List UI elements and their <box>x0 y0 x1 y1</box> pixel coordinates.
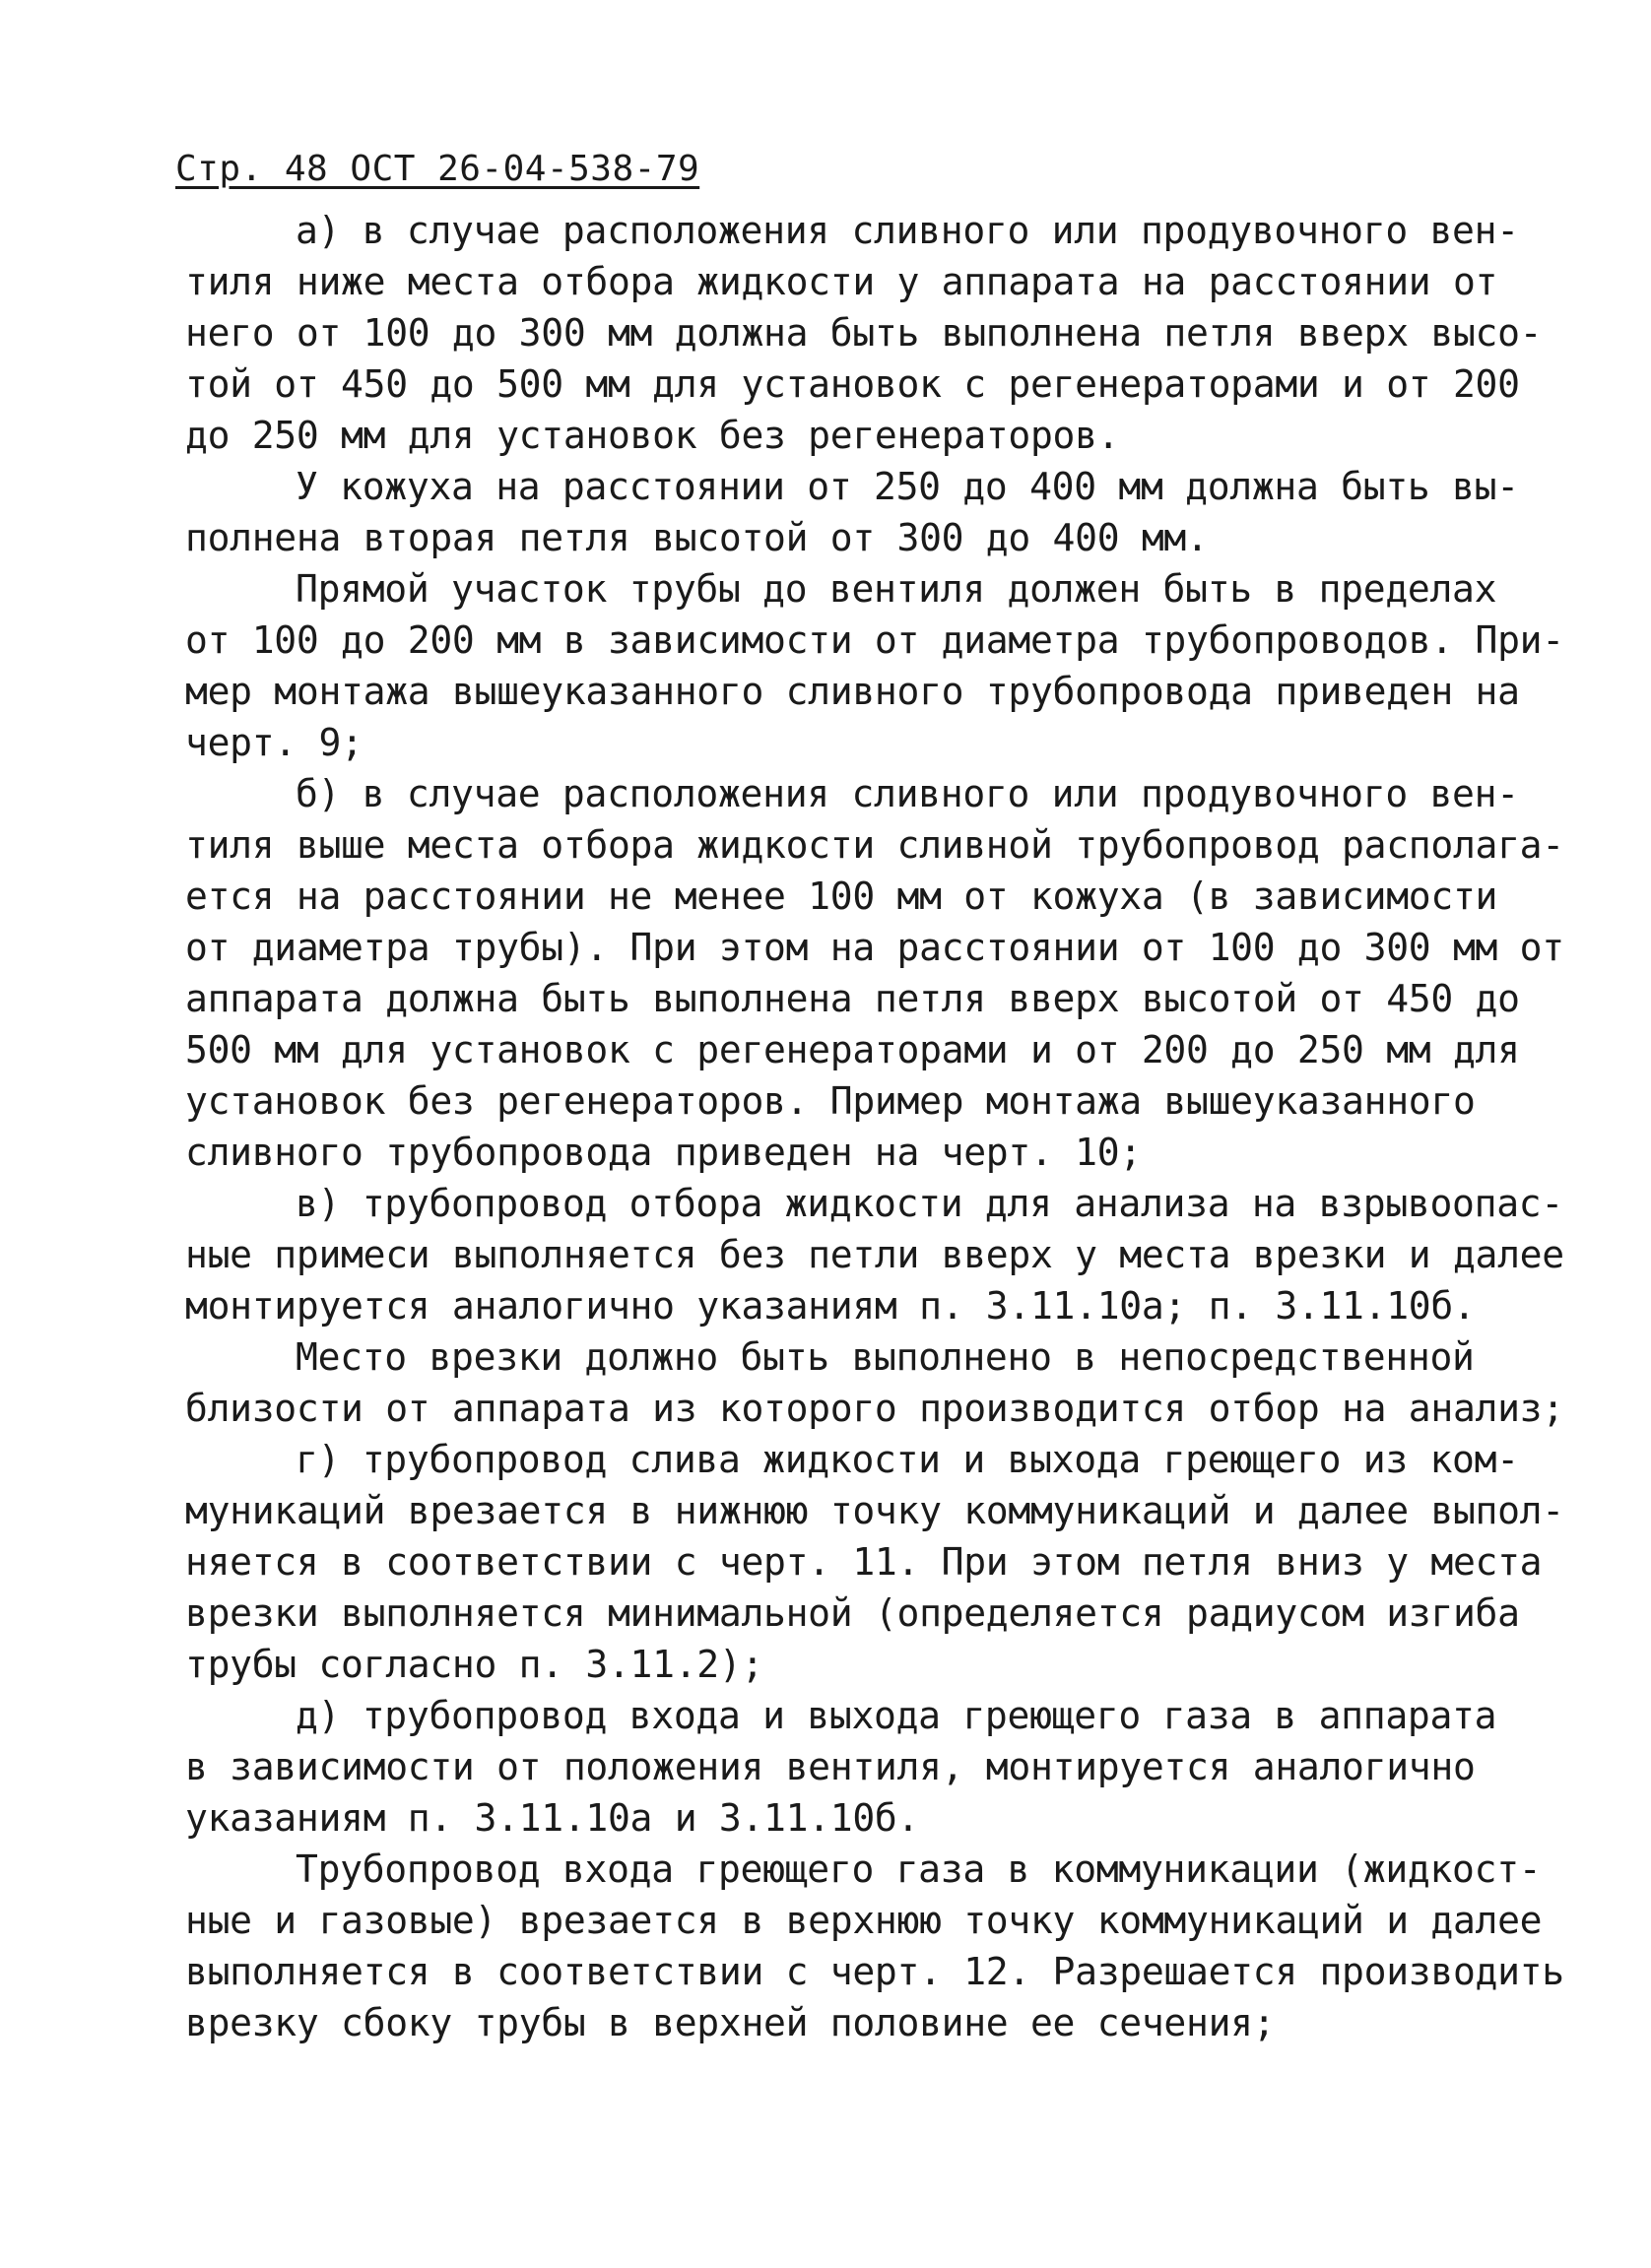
text-line: трубы согласно п. 3.11.2); <box>185 1643 764 1686</box>
text-line: няется в соответствии с черт. 11. При этом петля вниз у места <box>185 1540 1543 1584</box>
text-line: а) в случае расположения сливного или продувочного вен- <box>296 209 1519 252</box>
text-line: от диаметра трубы). При этом на расстоянии от 100 до 300 мм от <box>185 926 1564 969</box>
text-line: врезки выполняется минимальной (определяется радиусом изгиба <box>185 1591 1520 1635</box>
text-line: выполняется в соответствии с черт. 12. Разрешается производить <box>185 1950 1564 1993</box>
text-line: тиля выше места отбора жидкости сливной трубопровод располага- <box>185 823 1564 867</box>
text-line: У кожуха на расстоянии от 250 до 400 мм должна быть вы- <box>296 465 1519 508</box>
text-line: него от 100 до 300 мм должна быть выполнена петля вверх высо- <box>185 311 1543 355</box>
text-line: мер монтажа вышеуказанного сливного трубопровода приведен на <box>185 670 1520 713</box>
text-line: врезку сбоку трубы в верхней половине ее сечения; <box>185 2001 1276 2044</box>
text-line: Место врезки должно быть выполнено в непосредственной <box>296 1335 1475 1379</box>
text-line: в) трубопровод отбора жидкости для анализа на взрывоопас- <box>296 1182 1563 1225</box>
text-line: сливного трубопровода приведен на черт. 10; <box>185 1131 1142 1174</box>
text-line: Прямой участок трубы до вентиля должен быть в пределах <box>296 567 1497 611</box>
text-line: указаниям п. 3.11.10а и 3.11.10б. <box>185 1796 920 1840</box>
text-line: аппарата должна быть выполнена петля вверх высотой от 450 до <box>185 977 1520 1020</box>
text-line: Трубопровод входа греющего газа в коммуникации (жидкост- <box>296 1847 1542 1891</box>
text-line: полнена вторая петля высотой от 300 до 400 мм. <box>185 516 1209 559</box>
text-line: б) в случае расположения сливного или продувочного вен- <box>296 772 1519 815</box>
text-line: ется на расстоянии не менее 100 мм от кожуха (в зависимости <box>185 875 1498 918</box>
text-line: муникаций врезается в нижнюю точку коммуникаций и далее выпол- <box>185 1489 1564 1532</box>
page-header: Стр. 48 ОСТ 26-04-538-79 <box>175 149 700 189</box>
text-line: ные и газовые) врезается в верхнюю точку коммуникаций и далее <box>185 1899 1543 1942</box>
text-line: д) трубопровод входа и выхода греющего газа в аппарата <box>296 1694 1497 1737</box>
text-line: черт. 9; <box>185 721 363 764</box>
text-line: монтируется аналогично указаниям п. 3.11.10а; п. 3.11.10б. <box>185 1284 1476 1328</box>
text-line: 500 мм для установок с регенераторами и от 200 до 250 мм для <box>185 1028 1520 1071</box>
text-line: установок без регенераторов. Пример монтажа вышеуказанного <box>185 1079 1476 1123</box>
text-line: г) трубопровод слива жидкости и выхода греющего из ком- <box>296 1438 1519 1481</box>
text-line: близости от аппарата из которого производится отбор на анализ; <box>185 1387 1564 1430</box>
text-line: от 100 до 200 мм в зависимости от диаметра трубопроводов. При- <box>185 618 1564 662</box>
text-line: в зависимости от положения вентиля, монтируется аналогично <box>185 1745 1476 1788</box>
text-line: до 250 мм для установок без регенераторов. <box>185 414 1120 457</box>
document-body <box>185 205 1564 2048</box>
text-line: ные примеси выполняется без петли вверх у места врезки и далее <box>185 1233 1564 1276</box>
text-line: тиля ниже места отбора жидкости у аппарата на расстоянии от <box>185 260 1498 303</box>
text-line: той от 450 до 500 мм для установок с регенераторами и от 200 <box>185 362 1520 406</box>
